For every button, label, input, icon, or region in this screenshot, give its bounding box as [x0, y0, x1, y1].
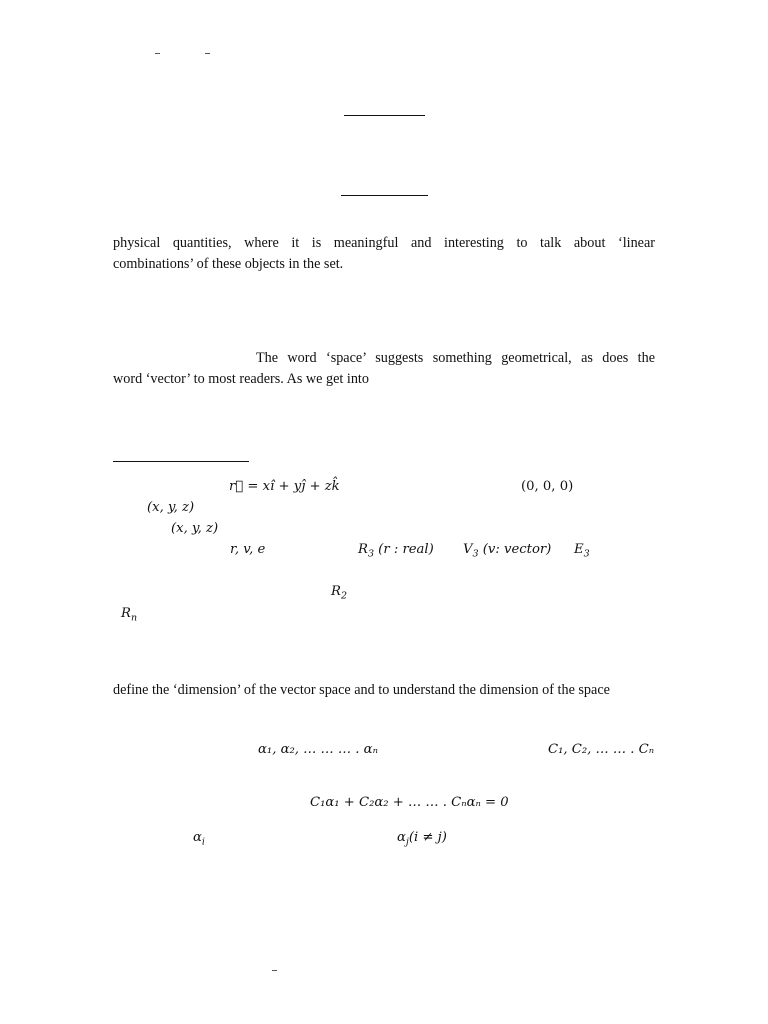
- footnote-separator: [113, 461, 249, 462]
- symbols-r-v-e: r, v, e: [230, 542, 266, 557]
- coordinates-xyz: (x, y, z): [171, 521, 219, 536]
- footer-dash: [272, 970, 277, 971]
- position-vector-formula: r⃗ = xî + yĵ + zk̂: [229, 479, 340, 494]
- paragraph-line: The word ‘space’ suggests something geometrical, as does the: [256, 350, 655, 366]
- header-dash-2: [205, 53, 210, 54]
- linear-combination-equation: C₁α₁ + C₂α₂ + … … . Cₙαₙ = 0: [310, 795, 509, 810]
- title-underline-1: [344, 115, 425, 116]
- origin-point: (0, 0, 0): [521, 479, 574, 494]
- paragraph-line: physical quantities, where it is meaningful and interesting to talk about ‘linear: [113, 235, 655, 251]
- space-R2: $R_2$: [331, 584, 347, 602]
- paragraph-line: combinations’ of these objects in the set.: [113, 256, 344, 272]
- alpha-j-condition: $\alpha_j(i \ne j)$: [397, 830, 447, 848]
- space-R3: $R_3$ (r : real): [358, 542, 434, 560]
- title-underline-2: [341, 195, 428, 196]
- coordinates-xyz: (x, y, z): [147, 500, 195, 515]
- space-E3: $E_3$: [574, 542, 590, 560]
- alpha-list: α₁, α₂, … … … . αₙ: [258, 742, 378, 757]
- header-dash-1: [155, 53, 160, 54]
- space-Rn: $R_n$: [121, 606, 138, 624]
- paragraph-space-vector: [113, 348, 655, 390]
- paragraph-dimension: [113, 680, 655, 701]
- paragraph-line: define the ‘dimension’ of the vector space and to understand the dimension of the space: [113, 682, 610, 698]
- paragraph-line: word ‘vector’ to most readers. As we get into: [113, 371, 369, 387]
- space-V3: $V_3$ (v: vector): [463, 542, 552, 560]
- scalar-list: C₁, C₂, … … . Cₙ: [548, 742, 655, 757]
- alpha-i: $\alpha_i$: [193, 830, 205, 848]
- paragraph-linear-combinations: [113, 233, 655, 275]
